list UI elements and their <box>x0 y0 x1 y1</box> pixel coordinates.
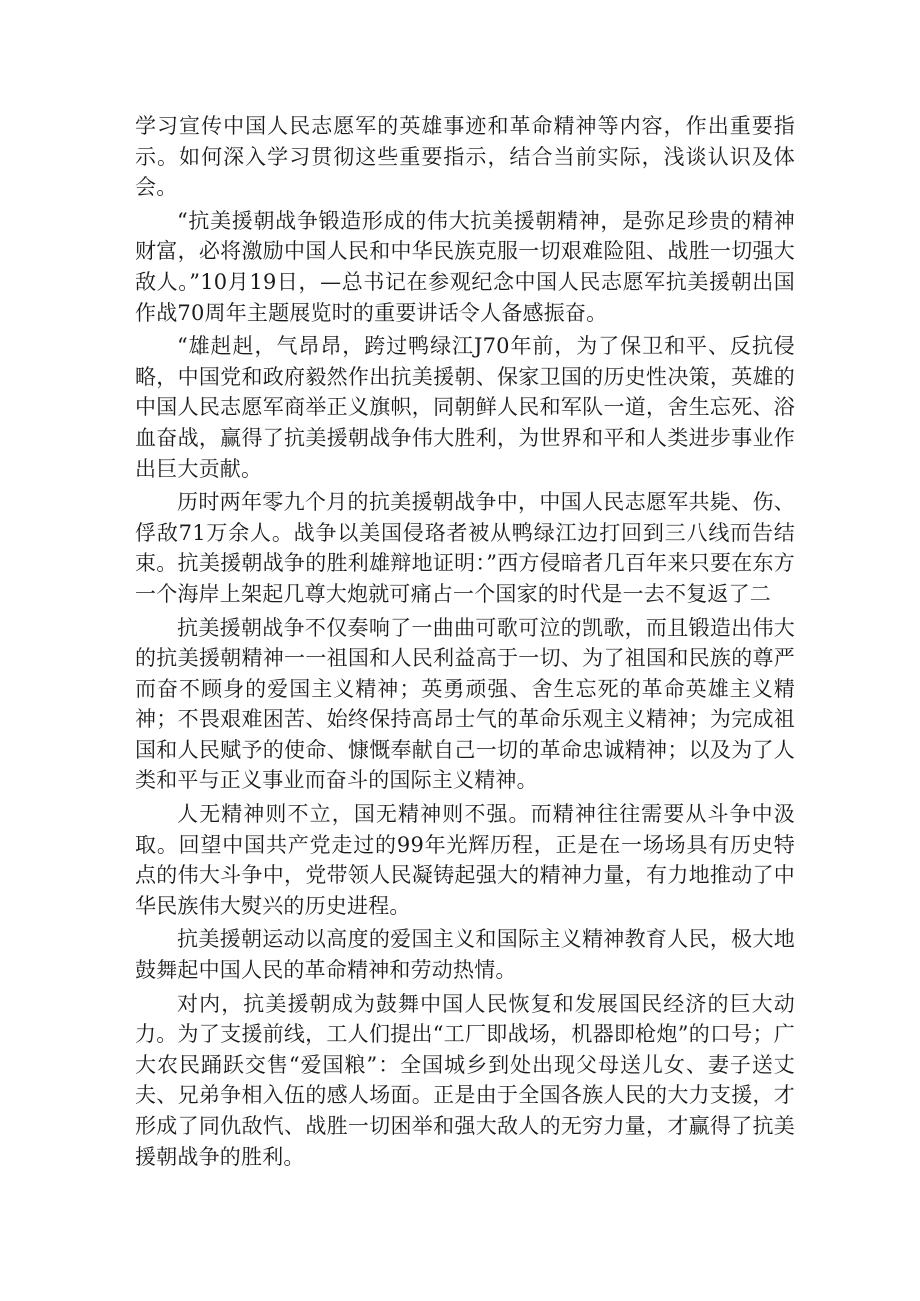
paragraph-5: 抗美援朝战争不仅奏响了一曲曲可歌可泣的凯歌，而且锻造出伟大的抗美援朝精神一一祖国和人民利益高于一切、为了祖国和民族的尊严而奋不顾身的爱国主义精神；英勇顽强、舍生忘死的革命英雄主义精神；不畏艰难困苦、始终保持高昂士气的革命乐观主义精神；为完成祖国和人民赋予的使命、慷慨奉献自己一切的革命忠诚精神；以及为了人类和平与正义事业而奋斗的国际主义精神。 <box>135 615 795 793</box>
paragraph-6: 人无精神则不立，国无精神则不强。而精神往往需要从斗争中汲取。回望中国共产党走过的99年光辉历程，正是在一场场具有历史特点的伟大斗争中，党带领人民凝铸起强大的精神力量，有力地推动了中华民族伟大熨兴的历史进程。 <box>135 802 795 918</box>
paragraph-7: 抗美援朝运动以高度的爱国主义和国际主义精神教育人民，极大地鼓舞起中国人民的革命精神和劳动热情。 <box>135 927 795 983</box>
paragraph-2: “抗美援朝战争锻造形成的伟大抗美援朝精神，是弥足珍贵的精神财富，必将激励中国人民和中华民族克服一切艰难险阻、战胜一切强大敌人。”10月19日，—总书记在参观纪念中国人民志愿军抗美援朝出国作战70周年主题展览时的重要讲话令人备感振奋。 <box>135 208 795 325</box>
paragraph-8: 对内，抗美援朝成为鼓舞中国人民恢复和发展国民经济的巨大动力。为了支援前线，工人们提出“工厂即战场，机器即枪炮”的口号；广大农民踊跃交售“爱国粮”：全国城乡到处出现父母送儿女、妻子送丈夫、兄弟争相入伍的感人场面。正是由于全国各族人民的大力支援，才形成了同仇敌忾、战胜一切困举和强大敌人的无穷力量，才赢得了抗美援朝战争的胜利。 <box>135 991 795 1169</box>
paragraph-3: “雄赳赳，气昂昂，跨过鸭绿江J70年前，为了保卫和平、反抗侵略，中国党和政府毅然作出抗美援朝、保家卫国的历史性决策，英雄的中国人民志愿军商举正义旗帜，同朝鲜人民和军队一道，舍生忘死、浴血奋战，赢得了抗美援朝战争伟大胜利，为世界和平和人类进步事业作出巨大贡献。 <box>135 334 795 481</box>
paragraph-1: 学习宣传中国人民志愿军的英雄事迹和革命精神等内容，作出重要指示。如何深入学习贯彻这些重要指示，结合当前实际，浅谈认识及体会。 <box>135 114 795 200</box>
document-body <box>135 111 795 1172</box>
paragraph-4: 历时两年零九个月的抗美援朝战争中，中国人民志愿军共毙、伤、俘敌71万余人。战争以美国侵珞者被从鸭绿江边打回到三八线而告结束。抗美援朝战争的胜利雄辩地证明：”西方侵暗者几百年来只要在东方一个海岸上架起几尊大炮就可痛占一个国家的时代是一去不复返了二 <box>135 490 795 606</box>
